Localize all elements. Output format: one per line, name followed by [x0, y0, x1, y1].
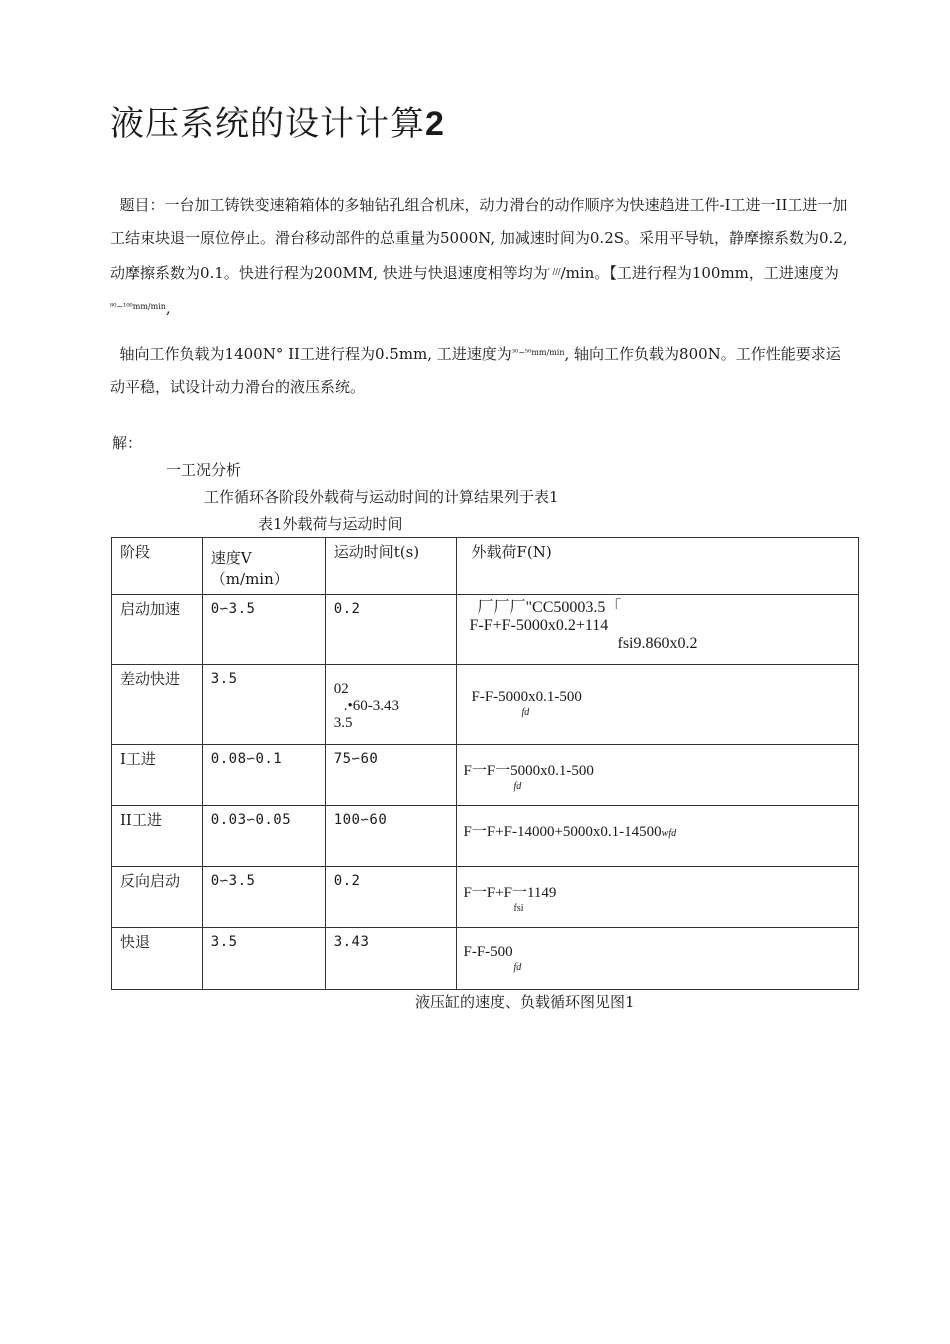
header-time: 运动时间t(s)	[325, 538, 457, 595]
cell-load: F-F-500 fd	[457, 928, 859, 990]
cell-speed: 0.03∽0.05	[202, 806, 325, 867]
cell-load: F一F+F-14000+5000x0.1-14500wfd	[457, 806, 859, 867]
cell-load: F一F一5000x0.1-500 fd	[457, 745, 859, 806]
cell-load: F-F-5000x0.1-500 fd	[457, 665, 859, 745]
speed-unit-3: ³⁰~⁵⁰mm/min	[511, 348, 565, 357]
cell-time: 02 .•60-3.43 3.5	[325, 665, 457, 745]
problem-paragraph	[110, 189, 850, 325]
table-row	[112, 665, 859, 745]
cell-speed: 3.5	[202, 665, 325, 745]
page-title: 液压系统的设计计算2	[110, 104, 445, 144]
cell-time: 0.2	[325, 867, 457, 928]
cell-speed: 0∽3.5	[202, 595, 325, 665]
cell-time: 75∽60	[325, 745, 457, 806]
cell-speed: 0.08∽0.1	[202, 745, 325, 806]
problem-text-5: , 轴向工作负载为800N。工作性能要求运动平稳，试设计动力滑台的液压系统。	[110, 345, 841, 396]
problem-text-1: 题目：一台加工铸铁变速箱箱体的多轴钻孔组合机床，动力滑台的动作顺序为快速趋进工件-I工进一II工进一加工结束块退一原位停止。滑台移动部件的总重量为5000N, 加减速时间为0.2S。采用平导轨，静摩擦系数为0.2, 动摩擦系数为0.1。快进行程为200MM, 快进与快退速度相等均为	[110, 196, 848, 282]
table-row	[112, 928, 859, 990]
problem-paragraph-2	[110, 336, 850, 404]
cell-stage: 启动加速	[112, 595, 203, 665]
cell-time: 3.43	[325, 928, 457, 990]
speed-unit-2: ⁸⁰~¹⁰⁰mm/min	[110, 302, 166, 311]
cell-speed: 3.5	[202, 928, 325, 990]
header-stage: 阶段	[112, 538, 203, 595]
header-speed: 速度V （m/min）	[202, 538, 325, 595]
cell-stage: 差动快进	[112, 665, 203, 745]
intro-text: 工作循环各阶段外载荷与运动时间的计算结果列于表1	[204, 488, 559, 506]
table-row	[112, 595, 859, 665]
solution-label: 解：	[112, 434, 143, 452]
problem-text-2: /min。【工进行程为100mm，工进速度为	[560, 264, 839, 282]
cell-load: 厂厂厂"CC50003.5「 F-F+F-5000x0.2+114 fsi9.860x0.2	[457, 595, 859, 665]
title-number: 2	[425, 105, 445, 143]
cell-stage: 快退	[112, 928, 203, 990]
load-time-table	[111, 537, 859, 990]
table-caption: 表1外载荷与运动时间	[258, 515, 403, 533]
table-row	[112, 745, 859, 806]
cell-stage: 反向启动	[112, 867, 203, 928]
cell-time: 100∽60	[325, 806, 457, 867]
table-header-row	[112, 538, 859, 595]
cell-time: 0.2	[325, 595, 457, 665]
problem-text-3: ,	[165, 299, 171, 317]
cell-speed: 0∽3.5	[202, 867, 325, 928]
problem-text-4: 轴向工作负载为1400N° II工进行程为0.5mm, 工进速度为	[119, 345, 512, 363]
header-load: 外载荷F(N)	[457, 538, 859, 595]
cell-stage: II工进	[112, 806, 203, 867]
section-heading: 一工况分析	[166, 461, 242, 479]
table-row	[112, 867, 859, 928]
figure-caption: 液压缸的速度、负载循环图见图1	[415, 993, 635, 1011]
cell-stage: I工进	[112, 745, 203, 806]
speed-unit-1: ' ///	[547, 267, 561, 276]
table-row	[112, 806, 859, 867]
cell-load: F一F+F一1149 fsi	[457, 867, 859, 928]
